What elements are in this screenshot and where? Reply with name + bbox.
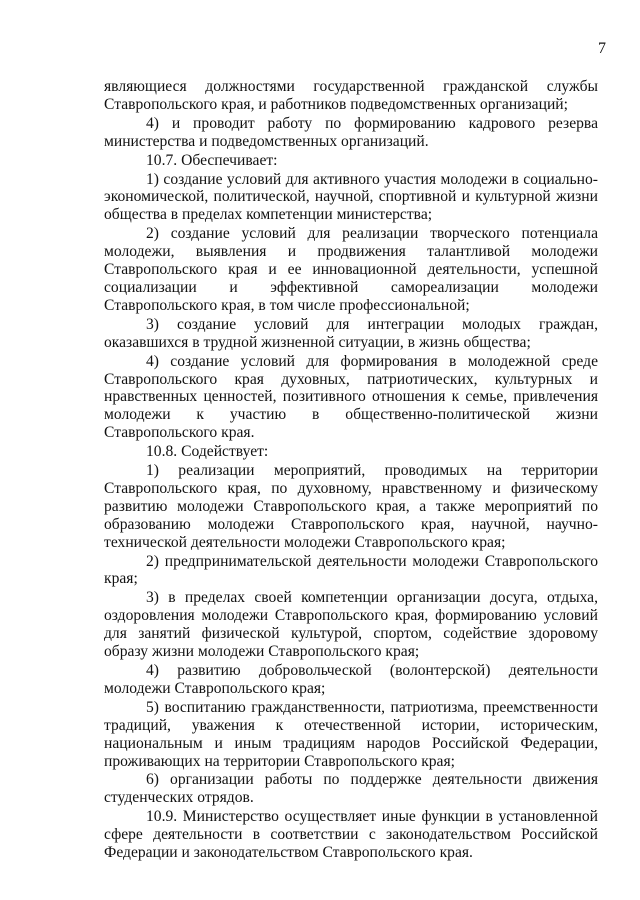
paragraph: 10.9. Министерство осуществляет иные функции в установленной сфере деятельности в соответствии с законодательством Российской Федерации и законодательством Ставропольского края. <box>104 808 598 862</box>
paragraph: 2) создание условий для реализации творческого потенциала молодежи, выявления и продвижения талантливой молодежи Ставропольского края и ее инновационной деятельности, успешной социализации и эффективной самореализации молодежи Ставропольского края, в том числе профессиональной; <box>104 225 598 314</box>
paragraph: 5) воспитанию гражданственности, патриотизма, преемственности традиций, уважения к отечественной истории, историческим, национальным и иным традициям народов Российской Федерации, проживающих на территории Ставропольского края; <box>104 698 598 770</box>
paragraph: являющиеся должностями государственной гражданской службы Ставропольского края, и работников подведомственных организаций; <box>104 78 598 113</box>
paragraph: 4) развитию добровольческой (волонтерской) деятельности молодежи Ставропольского края; <box>104 662 598 697</box>
paragraph: 6) организации работы по поддержке деятельности движения студенческих отрядов. <box>104 771 598 807</box>
paragraph: 3) создание условий для интеграции молодых граждан, оказавшихся в трудной жизненной ситуации, в жизнь общества; <box>104 315 598 351</box>
paragraph: 3) в пределах своей компетенции организации досуга, отдыха, оздоровления молодежи Ставропольского края, формированию условий для занятий физической культурой, спортом, содействие здоровому образу жизни молодежи Ставропольского края; <box>104 589 598 661</box>
paragraph: 1) реализации мероприятий, проводимых на территории Ставропольского края, по духовному, нравственному и физическому развитию молодежи Ставропольского края, а также мероприятий по образованию молодежи Ставропольского края, научной, научно-технической деятельности молодежи Ставропольского края; <box>104 462 598 551</box>
paragraph: 4) создание условий для формирования в молодежной среде Ставропольского края духовных, патриотических, культурных и нравственных ценностей, позитивного отношения к семье, привлечения молодежи к участию в общественно-политической жизни Ставропольского края. <box>104 352 598 442</box>
document-body <box>104 78 598 862</box>
paragraph: 4) и проводит работу по формированию кадрового резерва министерства и подведомственных организаций. <box>104 114 598 150</box>
paragraph: 10.7. Обеспечивает: <box>146 151 278 169</box>
paragraph: 10.8. Содействует: <box>146 443 269 461</box>
page-number: 7 <box>598 40 606 57</box>
paragraph: 2) предпринимательской деятельности молодежи Ставропольского края; <box>104 552 598 588</box>
paragraph: 1) создание условий для активного участия молодежи в социально-экономической, политической, научной, спортивной и культурной жизни общества в пределах компетенции министерства; <box>104 170 598 224</box>
